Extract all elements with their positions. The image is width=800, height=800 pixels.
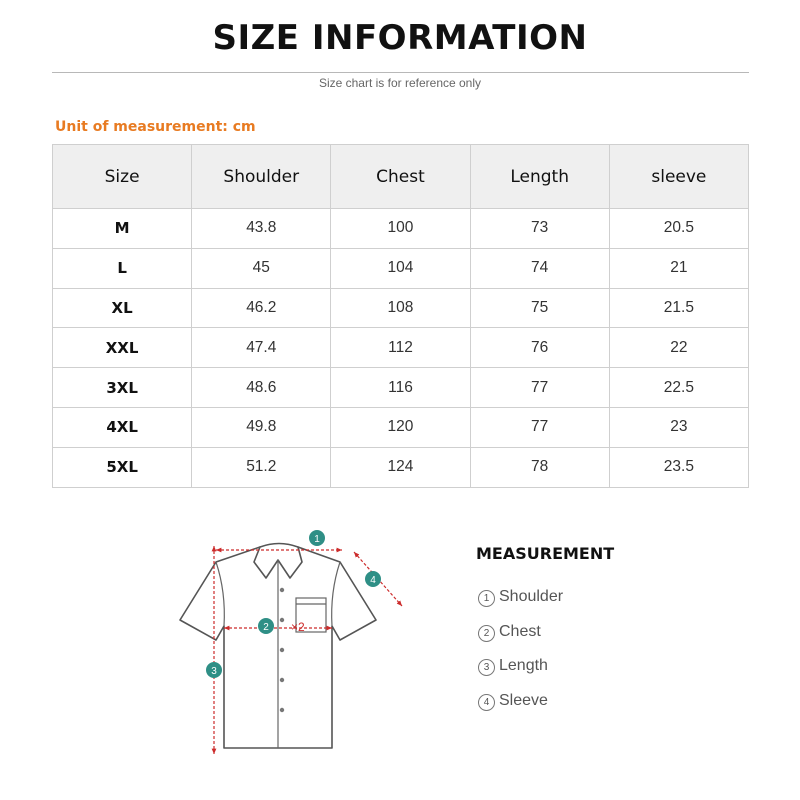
table-row <box>53 209 749 249</box>
table-cell-size: 3XL <box>53 368 192 408</box>
table-row <box>53 407 749 447</box>
table-cell-size: L <box>53 248 192 288</box>
shirt-diagram-svg <box>170 520 420 790</box>
column-header: Length <box>470 145 609 209</box>
table-cell: 73 <box>470 209 609 249</box>
table-cell: 120 <box>331 407 470 447</box>
column-header: Chest <box>331 145 470 209</box>
table-row <box>53 328 749 368</box>
marker-label: 4 <box>370 575 376 586</box>
table-cell: 78 <box>470 447 609 487</box>
table-row <box>53 248 749 288</box>
legend-label: Sleeve <box>499 692 548 710</box>
table-cell: 77 <box>470 407 609 447</box>
table-row <box>53 288 749 328</box>
table-cell: 21 <box>609 248 748 288</box>
marker-2 <box>258 618 274 634</box>
legend-item <box>478 588 563 623</box>
marker-label: 1 <box>314 534 320 545</box>
legend-label: Length <box>499 657 548 675</box>
table-cell: 48.6 <box>192 368 331 408</box>
legend-label: Chest <box>499 622 541 640</box>
title-divider <box>52 72 749 73</box>
table-cell: 45 <box>192 248 331 288</box>
legend-number: 1 <box>478 590 495 607</box>
legend-item <box>478 657 563 692</box>
table-cell: 47.4 <box>192 328 331 368</box>
marker-4 <box>365 571 381 587</box>
chest-multiplier: ×2 <box>291 620 305 634</box>
table-cell-size: XXL <box>53 328 192 368</box>
table-cell-size: 5XL <box>53 447 192 487</box>
legend-item <box>478 692 563 727</box>
table-cell: 23.5 <box>609 447 748 487</box>
table-cell: 22.5 <box>609 368 748 408</box>
marker-3 <box>206 662 222 678</box>
table-row <box>53 447 749 487</box>
table-cell: 51.2 <box>192 447 331 487</box>
table-cell: 21.5 <box>609 288 748 328</box>
table-cell: 116 <box>331 368 470 408</box>
table-cell: 20.5 <box>609 209 748 249</box>
table-cell: 77 <box>470 368 609 408</box>
legend-number: 3 <box>478 659 495 676</box>
column-header: Size <box>53 145 192 209</box>
shirt-measurement-diagram <box>170 520 420 790</box>
marker-label: 3 <box>211 666 217 677</box>
table-cell: 49.8 <box>192 407 331 447</box>
measurement-legend <box>478 588 563 727</box>
table-cell-size: M <box>53 209 192 249</box>
marker-1 <box>309 530 325 546</box>
table-cell: 43.8 <box>192 209 331 249</box>
table-row <box>53 368 749 408</box>
table-cell: 76 <box>470 328 609 368</box>
page-title: SIZE INFORMATION <box>212 18 588 58</box>
table-cell: 108 <box>331 288 470 328</box>
column-header: Shoulder <box>192 145 331 209</box>
reference-note: Size chart is for reference only <box>318 76 482 90</box>
unit-label: Unit of measurement: cm <box>55 119 256 135</box>
measurement-heading: MEASUREMENT <box>476 544 615 563</box>
table-cell: 112 <box>331 328 470 368</box>
column-header: sleeve <box>609 145 748 209</box>
table-cell: 100 <box>331 209 470 249</box>
table-cell: 104 <box>331 248 470 288</box>
legend-number: 4 <box>478 694 495 711</box>
table-header-row <box>53 145 749 209</box>
table-cell: 124 <box>331 447 470 487</box>
size-table <box>52 144 749 488</box>
legend-number: 2 <box>478 625 495 642</box>
table-cell: 22 <box>609 328 748 368</box>
table-cell: 23 <box>609 407 748 447</box>
marker-label: 2 <box>263 622 269 633</box>
table-cell: 75 <box>470 288 609 328</box>
legend-label: Shoulder <box>499 588 564 605</box>
table-cell-size: XL <box>53 288 192 328</box>
table-cell-size: 4XL <box>53 407 192 447</box>
table-cell: 46.2 <box>192 288 331 328</box>
table-cell: 74 <box>470 248 609 288</box>
legend-item <box>478 623 563 658</box>
